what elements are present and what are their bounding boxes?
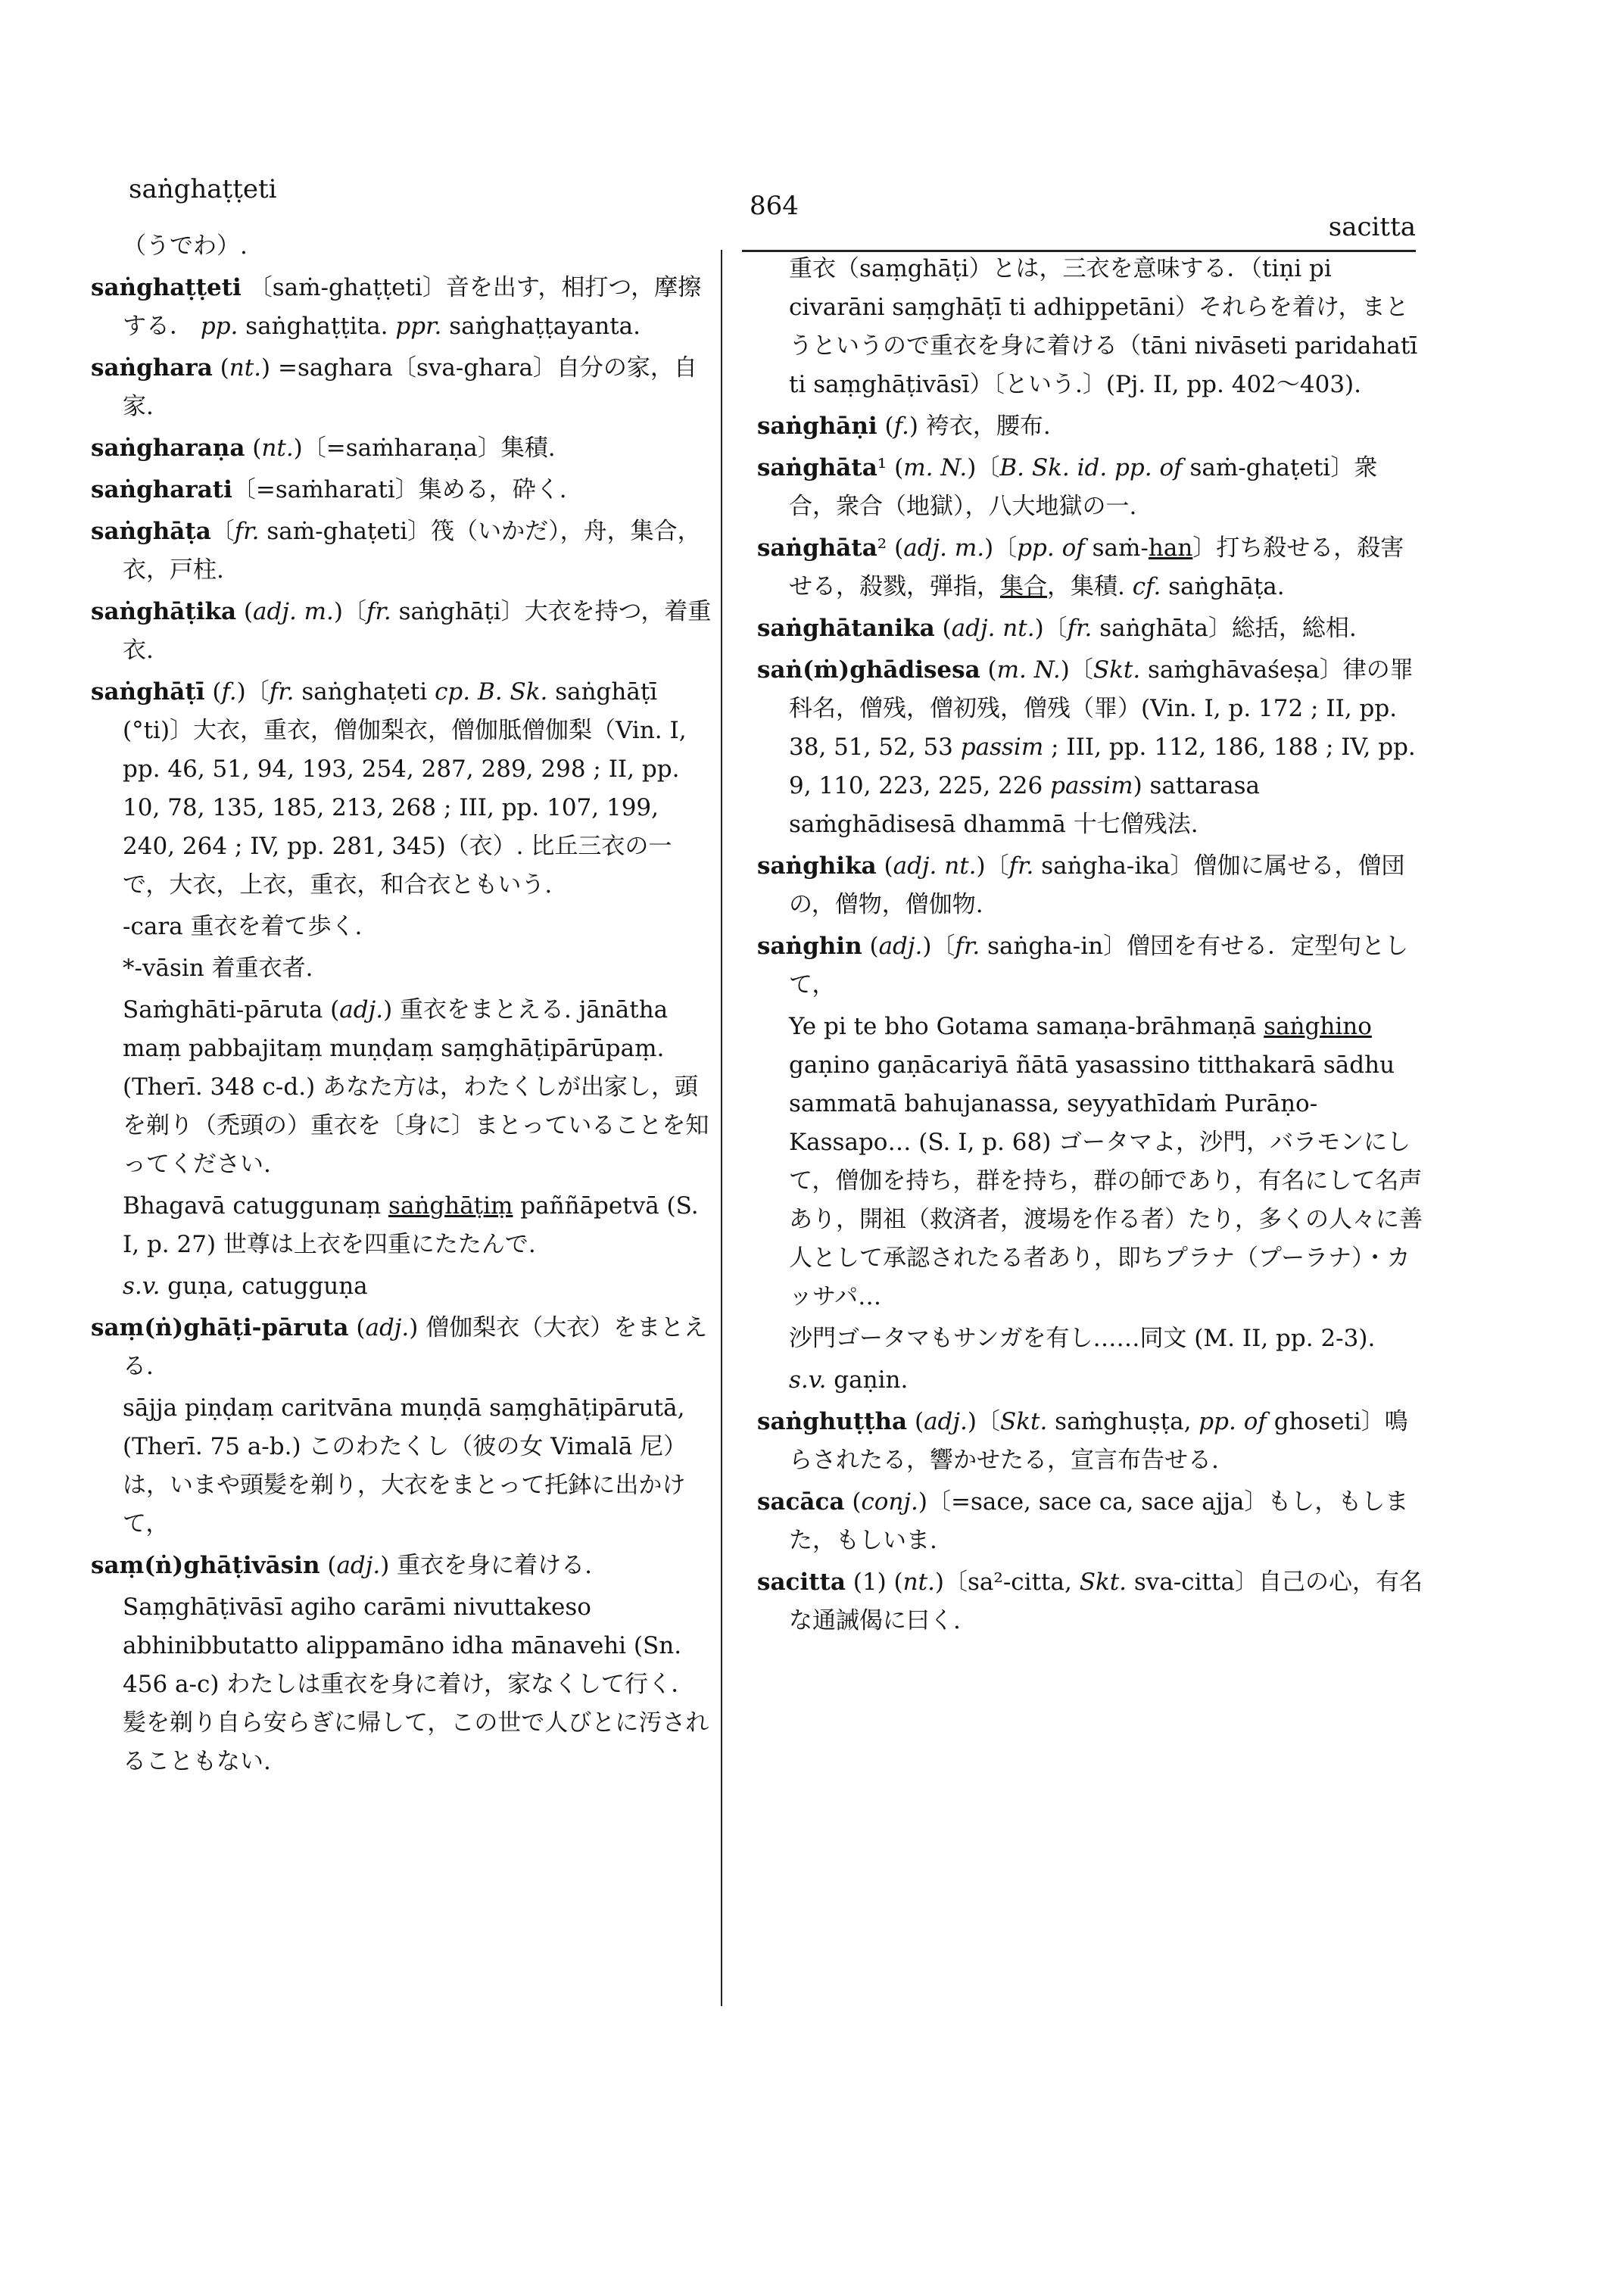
dictionary-entry [757,449,1423,526]
grammar-label: adj. nt. [951,615,1035,642]
definition-text: )〔=sace, sace ca, sace ajja〕もし，もしまた，もしいま. [789,1488,1409,1554]
definition-text: paññāpetvā (S. I, p. 27) 世尊は上衣を四重にたたんで. [123,1192,699,1258]
definition-text: 〔 [210,518,235,545]
definition-text: )〔 [1034,615,1068,642]
grammar-label: adj. nt. [893,852,977,880]
definition-text: ( [877,413,894,440]
grammar-label: Skt. [999,1408,1048,1435]
definition-text: saṅghāṭi〕大衣を持つ，着重衣. [123,598,712,664]
definition-text: guṇa, catugguṇa [160,1273,368,1300]
definition-text: ( [245,435,262,462]
grammar-label: adj. [339,996,384,1023]
grammar-label: f. [221,678,237,706]
definition-text: )〔 [967,1408,1000,1435]
headword: saṅghāṭī [91,678,205,706]
grammar-label: adj. m. [253,598,334,625]
definition-text: ( [204,678,222,706]
headword: saṃ(ṅ)ghāṭi-pāruta [91,1314,349,1341]
definition-text: )〔 [922,933,955,960]
definition-text: -cara 重衣を着て歩く. [123,913,363,940]
grammar-label: cf. [1132,573,1161,600]
definition-text: (1) ( [845,1569,903,1596]
definition-text: gaṇin. [826,1366,909,1394]
dictionary-entry [91,471,712,509]
grammar-label: nt. [261,435,294,462]
entry-text [91,991,712,1184]
definition-text: sājja piṇḍaṃ caritvāna muṇḍā saṃghāṭipārutā, (Therī. 75 a-b.) このわたくし（彼の女 Vimalā 尼）は，いまや頭髪を剃り，大衣をまとって托鉢に出かけて， [123,1394,687,1537]
headword: saṅghāṭa [91,518,211,545]
grammar-label: fr. [1067,615,1093,642]
definition-text: 〔=saṁharati〕集める，砕く. [232,476,567,503]
grammar-label: adj. [878,933,923,960]
entry-text [91,1389,712,1544]
grammar-label: adj. [365,1314,410,1341]
definition-text: ( [907,1408,924,1435]
grammar-label: m. N. [903,454,968,481]
grammar-label: f. [893,413,909,440]
definition-text: saṁghuṣṭa, [1047,1408,1199,1435]
dictionary-entry [757,1403,1423,1480]
definition-text: *-vāsin 着重衣者. [123,955,313,982]
headword: saṅgharati [91,476,232,503]
definition-text: saṅgha-ika〕僧伽に属せる，僧団の，僧物，僧伽物. [789,852,1405,918]
dictionary-entry [757,651,1423,844]
entry-text [91,227,712,266]
dictionary-entry [91,673,712,905]
definition-text: )〔 [333,598,367,625]
grammar-label: Skt. [1079,1569,1127,1596]
headword: saṅghāṭika [91,598,237,625]
headword: saṅghāṇi [757,413,877,440]
definition-text: )〔 [1060,656,1093,684]
underlined-term: saṅghino [1264,1013,1372,1040]
grammar-label: fr. [1008,852,1034,880]
headword: saṅghika [757,852,877,880]
definition-text: saṅghaṭṭita. [238,313,396,340]
dictionary-entry [91,593,712,670]
definition-text: Saṁghāti-pāruta ( [123,996,340,1023]
grammar-label: adj. [924,1408,968,1435]
definition-text: ) 重衣をまとえる. jānātha maṃ pabbajitaṃ muṇḍaṃ saṃghāṭipārūpaṃ. (Therī. 348 c-d.) あなた方は，わたくしが出家し，頭を剃り（禿頭の）重衣を〔身に〕まとっていることを知ってください. [123,996,709,1178]
definition-text: sva-citta〕自己の心，有名な通誡偈に曰く. [789,1569,1423,1634]
definition-text: saṁ-ghaṭeti〕筏（いかだ），舟，集合，衣，戸柱. [123,518,701,584]
headword: saṅghātanika [757,615,935,642]
definition-text: ( [862,933,879,960]
column-divider [721,250,722,2006]
definition-text: saṅgha-in〕僧団を有せる．定型句として， [789,933,1409,999]
definition-text: ( [876,852,893,880]
entry-text [757,250,1423,404]
definition-text: 〕打ち殺せる，殺害せる，殺戮，弾指， [789,534,1404,600]
definition-text: Saṃghāṭivāsī agiho carāmi nivuttakeso abhinibbutatto alippamāno idha mānavehi (Sn. 456 a-c) わたしは重衣を身に着け，家なくして行く．髪を剃り自ら安らぎに帰して，この世で人びとに汚されることもない. [123,1594,709,1775]
definition-text: saṅghāṭa. [1161,573,1285,600]
left-column [91,227,712,1784]
grammar-label: passim [1050,772,1133,799]
definition-text: ; III, pp. 112, 186, 188 ; IV, pp. 9, 110, 223, 225, 226 [789,734,1416,799]
grammar-label: B. Sk. id. pp. of [999,454,1183,481]
dictionary-entry [91,349,712,426]
headword: saṅgharaṇa [91,435,245,462]
grammar-label: pp. of [1199,1408,1267,1435]
page-number: 864 [750,191,799,221]
definition-text: saṅghāṭī (°ti)〕大衣，重衣，僧伽梨衣，僧伽胝僧伽梨（Vin. I, pp. 46, 51, 94, 193, 254, 287, 289, 298 ; II, pp. 10, 78, 135, 185, 213, 268 ; III, pp. 107, 199, 240, 264 ; IV, pp. 281, 345)（衣）. 比丘三衣の一で，大衣，上衣，重衣，和合衣ともいう. [123,678,687,899]
headword: saṅghara [91,354,213,382]
definition-text: gaṇino gaṇācariyā ñātā yasassino titthakarā sādhu sammatā bahujanassa, seyyathīdaṁ Purāṇo-Kassapo… (S. I, p. 68) ゴータマよ，沙門，バラモンにして，僧伽を持ち，群を持ち，群の師であり，有名にして名声あり，開祖（救済者，渡場を作る者）たり，多くの人々に善人として承認されたる者あり，即ちプラナ（プーラナ）・カッサパ… [789,1051,1423,1310]
definition-text: ¹ ( [877,454,904,481]
definition-text: ² ( [877,534,904,562]
dictionary-entry [91,512,712,590]
headword: saṅghāta [757,454,877,481]
entry-text [91,908,712,946]
underlined-term: saṅghāṭiṃ [388,1192,513,1220]
grammar-label: fr. [955,933,980,960]
dictionary-entry [757,609,1423,648]
headword: saṅghāta [757,534,877,562]
definition-text: ( [348,1314,366,1341]
dictionary-entry [757,407,1423,446]
definition-text: )〔=saṁharaṇa〕集積. [293,435,556,462]
definition-text: )〔 [976,852,1009,880]
grammar-label: adj. [336,1552,381,1579]
definition-text: saṅghaṭeti [294,678,435,706]
definition-text: 重衣（saṃghāṭi）とは，三衣を意味する．（tiṇi pi civarāni saṃghāṭī ti adhippetāni）それらを着け，まとうというので重衣を身に着ける（tāni nivāseti paridahatī ti saṃghāṭivāsī）〔という.〕(Pj. II, pp. 402～403). [789,255,1418,398]
dictionary-entry [91,1309,712,1386]
grammar-label: m. N. [996,656,1061,684]
headword: saṅ(ṁ)ghādisesa [757,656,980,684]
dictionary-entry [91,429,712,468]
definition-text: ) 袴衣，腰布. [909,413,1051,440]
definition-text: （うでわ）. [123,232,248,260]
dictionary-entry [91,1547,712,1585]
definition-text: ) sattarasa saṁghādisesā dhammā 十七僧残法. [789,772,1260,838]
definition-text: ，集積. [1047,573,1133,600]
definition-text: ( [236,598,253,625]
headword: saṅghin [757,933,862,960]
grammar-label: fr. [234,518,260,545]
definition-text: ) =saghara〔sva-ghara〕自分の家，自家. [123,354,697,420]
headword: saṅghaṭṭeti [91,274,242,301]
definition-text: ( [934,615,952,642]
definition-text: ( [320,1552,337,1579]
definition-text: )〔sa²-citta, [934,1569,1080,1596]
right-guide-word: sacitta [1328,212,1416,242]
entry-text [757,1319,1423,1358]
definition-text: saṅghaṭṭayanta. [441,313,641,340]
definition-text: ) 僧伽梨衣（大衣）をまとえる. [123,1314,708,1380]
definition-text: saṁghāvaśeṣa〕律の罪科名，僧残，僧初残，僧残（罪）(Vin. I, p. 172 ; II, pp. 38, 51, 52, 53 [789,656,1414,761]
definition-text: )〔 [236,678,270,706]
definition-text: ghoseti〕鳴らされたる，響かせたる，宣言布告せる. [789,1408,1408,1474]
grammar-label: s.v. [123,1273,161,1300]
underlined-term: han [1148,534,1193,562]
grammar-label: adj. m. [903,534,985,562]
grammar-label: ppr. [395,313,442,340]
entry-text [757,1008,1423,1316]
dictionary-entry [91,269,712,346]
dictionary-entry [757,1483,1423,1560]
grammar-label: conj. [861,1488,918,1516]
right-column [757,250,1423,1643]
definition-text: ) 重衣を身に着ける. [380,1552,593,1579]
definition-text: saṅghāta〕総括，総相. [1092,615,1357,642]
definition-text: ( [212,354,229,382]
dictionary-entry [757,927,1423,1005]
headword: saṃ(ṅ)ghāṭivāsin [91,1552,320,1579]
entry-text [757,1361,1423,1400]
definition-text: Bhagavā catuggunaṃ [123,1192,389,1220]
definition-text: ( [844,1488,862,1516]
definition-text: 〔saṁ-ghaṭṭeti〕音を出す，相打つ，摩擦する． [123,274,702,340]
headword: sacāca [757,1488,845,1516]
definition-text: )〔 [984,534,1018,562]
definition-text: saṁ-ghaṭeti〕衆合，衆合（地獄），八大地獄の一. [789,454,1378,520]
definition-text: Ye pi te bho Gotama samaṇa-brāhmaṇā [789,1013,1264,1040]
grammar-label: s.v. [789,1366,827,1394]
grammar-label: Skt. [1093,656,1141,684]
dictionary-entry [757,847,1423,924]
definition-text: )〔 [967,454,1000,481]
headword: saṅghuṭṭha [757,1408,908,1435]
grammar-label: pp. of [1017,534,1085,562]
underlined-term: 集合 [1000,573,1047,600]
grammar-label: cp. B. Sk. [435,678,548,706]
grammar-label: pp. [200,313,238,340]
headword: sacitta [757,1569,846,1596]
entry-text [91,1588,712,1781]
definition-text: ( [980,656,997,684]
left-guide-word: saṅghaṭṭeti [129,174,277,204]
dictionary-entry [757,529,1423,606]
grammar-label: nt. [229,354,262,382]
definition-text: saṁ- [1084,534,1149,562]
dictionary-entry [757,1563,1423,1640]
grammar-label: fr. [269,678,295,706]
entry-text [91,1267,712,1306]
definition-text: 沙門ゴータマもサンガを有し……同文 (M. II, pp. 2-3). [789,1325,1376,1352]
grammar-label: nt. [902,1569,935,1596]
entry-text [91,949,712,988]
grammar-label: fr. [366,598,391,625]
entry-text [91,1187,712,1264]
grammar-label: passim [960,734,1044,761]
